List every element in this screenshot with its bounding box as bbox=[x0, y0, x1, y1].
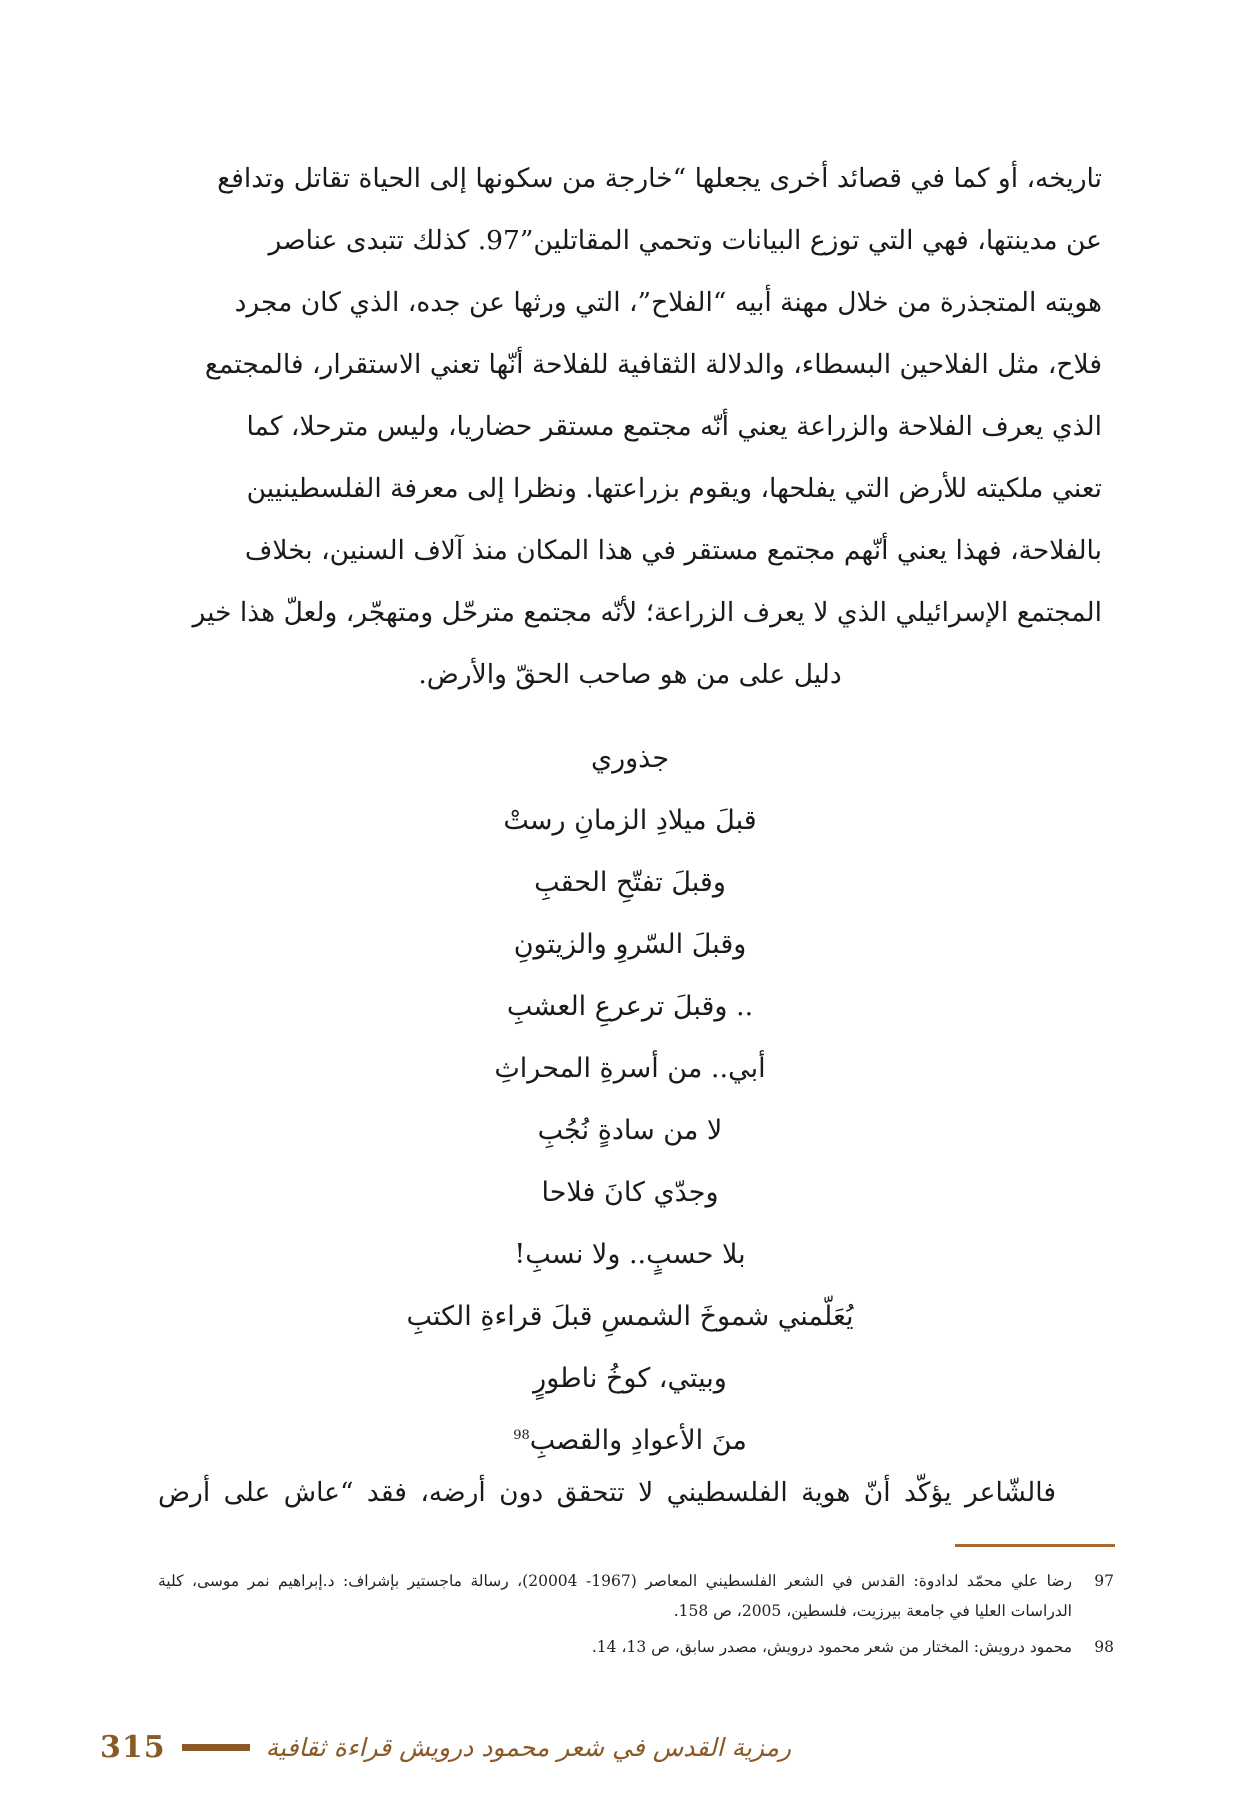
footnote-item bbox=[158, 1632, 1114, 1662]
poem-line: أبي.. من أسرةِ المحراثِ bbox=[494, 1053, 766, 1084]
paragraph-line: المجتمع الإسرائيلي الذي لا يعرف الزراعة؛ لأنّه مجتمع مترحّل ومتهجّر، ولعلّ هذا خير bbox=[192, 597, 1102, 628]
poem-line: يُعَلّمني شموخَ الشمسِ قبلَ قراءةِ الكتبِ bbox=[406, 1301, 854, 1332]
footnote-number: 98 bbox=[1094, 1638, 1114, 1656]
paragraph-line: تعني ملكيته للأرض التي يفلحها، ويقوم بزراعتها. ونظرا إلى معرفة الفلسطينيين bbox=[246, 473, 1102, 504]
footnote-text: رضا علي محمّد لدادوة: القدس في الشعر الفلسطيني المعاصر (1967- 20004)، رسالة ماجستير بإشراف: د.إبراهيم نمر موسى، كلية الدراسات العليا في جامعة بيرزيت، فلسطين، 2005، ص 158. bbox=[158, 1572, 1072, 1620]
footer-divider-bar bbox=[182, 1744, 250, 1751]
poem-line: قبلَ ميلادِ الزمانِ رستْ bbox=[503, 805, 757, 836]
footnote-number: 97 bbox=[1094, 1572, 1114, 1590]
running-footer bbox=[100, 1722, 1100, 1772]
paragraph-line: تاريخه، أو كما في قصائد أخرى يجعلها “خارجة من سكونها إلى الحياة تقاتل وتدافع bbox=[217, 163, 1102, 194]
paragraph-last-line: دليل على من هو صاحب الحقّ والأرض. bbox=[418, 659, 842, 690]
poem bbox=[300, 728, 960, 1472]
footnotes bbox=[158, 1566, 1114, 1668]
poem-line-text: منَ الأعوادِ والقصبِ bbox=[529, 1425, 747, 1456]
paragraph-line: هويته المتجذرة من خلال مهنة أبيه “الفلاح”، التي ورثها عن جده، الذي كان مجرد bbox=[234, 287, 1102, 318]
paragraph-line: بالفلاحة، فهذا يعني أنّهم مجتمع مستقر في هذا المكان منذ آلاف السنين، بخلاف bbox=[244, 535, 1102, 566]
body-paragraph bbox=[158, 148, 1102, 706]
footnote-ref[interactable]: 98 bbox=[513, 1428, 530, 1443]
poem-line: وقبلَ تفتّحِ الحقبِ bbox=[534, 867, 726, 898]
paragraph-line: فلاح، مثل الفلاحين البسطاء، والدلالة الثقافية للفلاحة أنّها تعني الاستقرار، فالمجتمع bbox=[204, 349, 1102, 380]
continuation-line: فالشّاعر يؤكّد أنّ هوية الفلسطيني لا تتحقق دون أرضه، فقد “عاش على أرض bbox=[158, 1477, 1056, 1508]
poem-line: لا من سادةٍ نُجُبِ bbox=[537, 1115, 723, 1146]
page-number: 315 bbox=[100, 1729, 166, 1765]
poem-line: وقبلَ السّروِ والزيتونِ bbox=[513, 929, 747, 960]
poem-line: وجدّي كانَ فلاحا bbox=[541, 1177, 719, 1208]
paragraph-line: عن مدينتها، فهي التي توزع البيانات وتحمي المقاتلين”97. كذلك تتبدى عناصر bbox=[268, 225, 1102, 256]
poem-line: جذوري bbox=[590, 743, 670, 774]
poem-line: بلا حسبٍ.. ولا نسبِ! bbox=[514, 1239, 746, 1270]
footnote-item bbox=[158, 1566, 1114, 1626]
poem-line: .. وقبلَ ترعرعِ العشبِ bbox=[506, 991, 754, 1022]
footnote-text: محمود درويش: المختار من شعر محمود درويش، مصدر سابق، ص 13، 14. bbox=[591, 1638, 1072, 1656]
paragraph-line: الذي يعرف الفلاحة والزراعة يعني أنّه مجتمع مستقر حضاريا، وليس مترحلا، كما bbox=[246, 411, 1102, 442]
footnote-separator bbox=[955, 1544, 1115, 1547]
poem-line: وبيتي، كوخُ ناطورٍ bbox=[533, 1363, 727, 1394]
book-title: رمزية القدس في شعر محمود درويش قراءة ثقافية bbox=[265, 1732, 792, 1762]
